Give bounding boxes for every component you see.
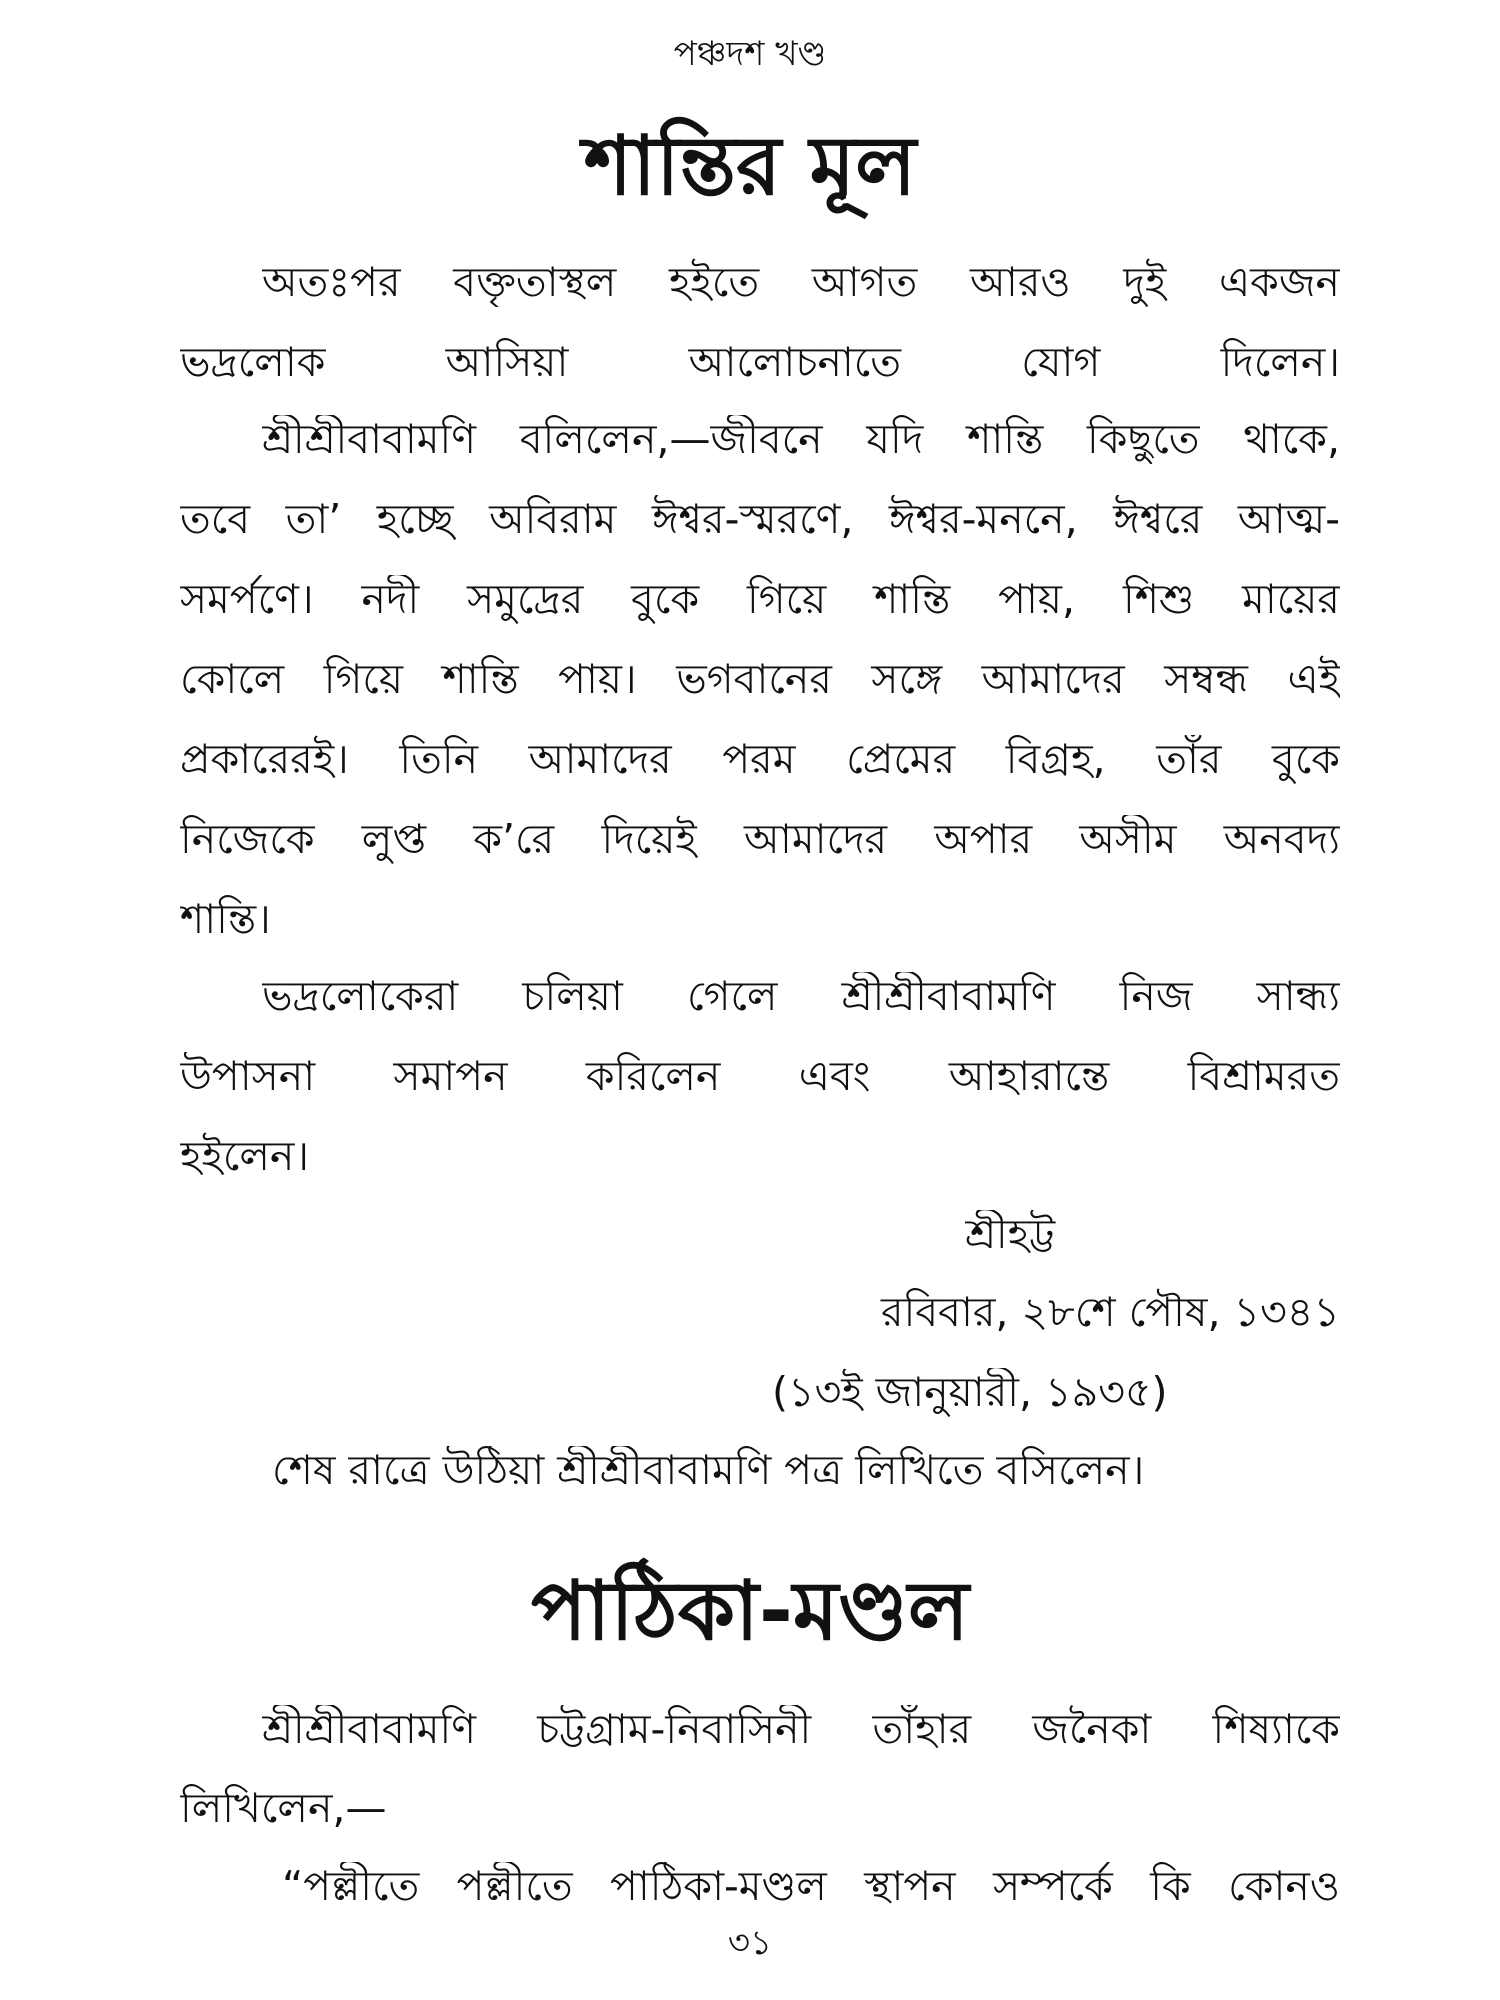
body-line: ভদ্রলোকেরা চলিয়া গেলে শ্রীশ্রীবাবামণি নিজ সান্ধ্য <box>262 972 1340 1020</box>
dateline-date: রবিবার, ২৮শে পৌষ, ১৩৪১ <box>881 1288 1340 1336</box>
dateline-english-date: (১৩ই জানুয়ারী, ১৯৩৫) <box>772 1368 1168 1416</box>
page-number: ৩১ <box>727 1923 773 1963</box>
body-line: প্রকারেরই। তিনি আমাদের পরম প্রেমের বিগ্রহ, তাঁর বুকে <box>180 735 1340 783</box>
body-line: সমর্পণে। নদী সমুদ্রের বুকে গিয়ে শান্তি পায়, শিশু মায়ের <box>180 575 1340 623</box>
body-line: অতঃপর বক্তৃতাস্থল হইতে আগত আরও দুই একজন <box>262 258 1340 306</box>
body-line: শান্তি। <box>180 895 271 943</box>
body-line: ভদ্রলোক আসিয়া আলোচনাতে যোগ দিলেন। <box>180 338 1340 386</box>
body-line: উপাসনা সমাপন করিলেন এবং আহারান্তে বিশ্রামরত <box>180 1052 1340 1100</box>
body-line: তবে তা’ হচ্ছে অবিরাম ঈশ্বর-স্মরণে, ঈশ্বর-মননে, ঈশ্বরে আত্ম- <box>180 495 1340 543</box>
dateline-place: শ্রীহট্ট <box>965 1210 1056 1258</box>
body-line: “পল্লীতে পল্লীতে পাঠিকা-মণ্ডল স্থাপন সম্পর্কে কি কোনও <box>282 1862 1340 1910</box>
body-line: শ্রীশ্রীবাবামণি চট্টগ্রাম-নিবাসিনী তাঁহার জনৈকা শিষ্যাকে <box>262 1705 1340 1753</box>
section-title-pathika-mandal: পাঠিকা-মণ্ডল <box>530 1564 970 1659</box>
body-line: লিখিলেন,— <box>180 1784 387 1832</box>
dateline-intro: শেষ রাত্রে উঠিয়া শ্রীশ্রীবাবামণি পত্র লিখিতে বসিলেন। <box>272 1446 1145 1494</box>
section-title-shantir-mul: শান্তির মূল <box>583 119 917 214</box>
body-line: হইলেন। <box>180 1132 310 1180</box>
running-header: পঞ্চদশ খণ্ড <box>673 34 827 74</box>
body-line: নিজেকে লুপ্ত ক’রে দিয়েই আমাদের অপার অসীম অনবদ্য <box>180 815 1340 863</box>
body-line: কোলে গিয়ে শান্তি পায়। ভগবানের সঙ্গে আমাদের সম্বন্ধ এই <box>180 655 1340 703</box>
body-line: শ্রীশ্রীবাবামণি বলিলেন,—জীবনে যদি শান্তি কিছুতে থাকে, <box>262 415 1340 463</box>
